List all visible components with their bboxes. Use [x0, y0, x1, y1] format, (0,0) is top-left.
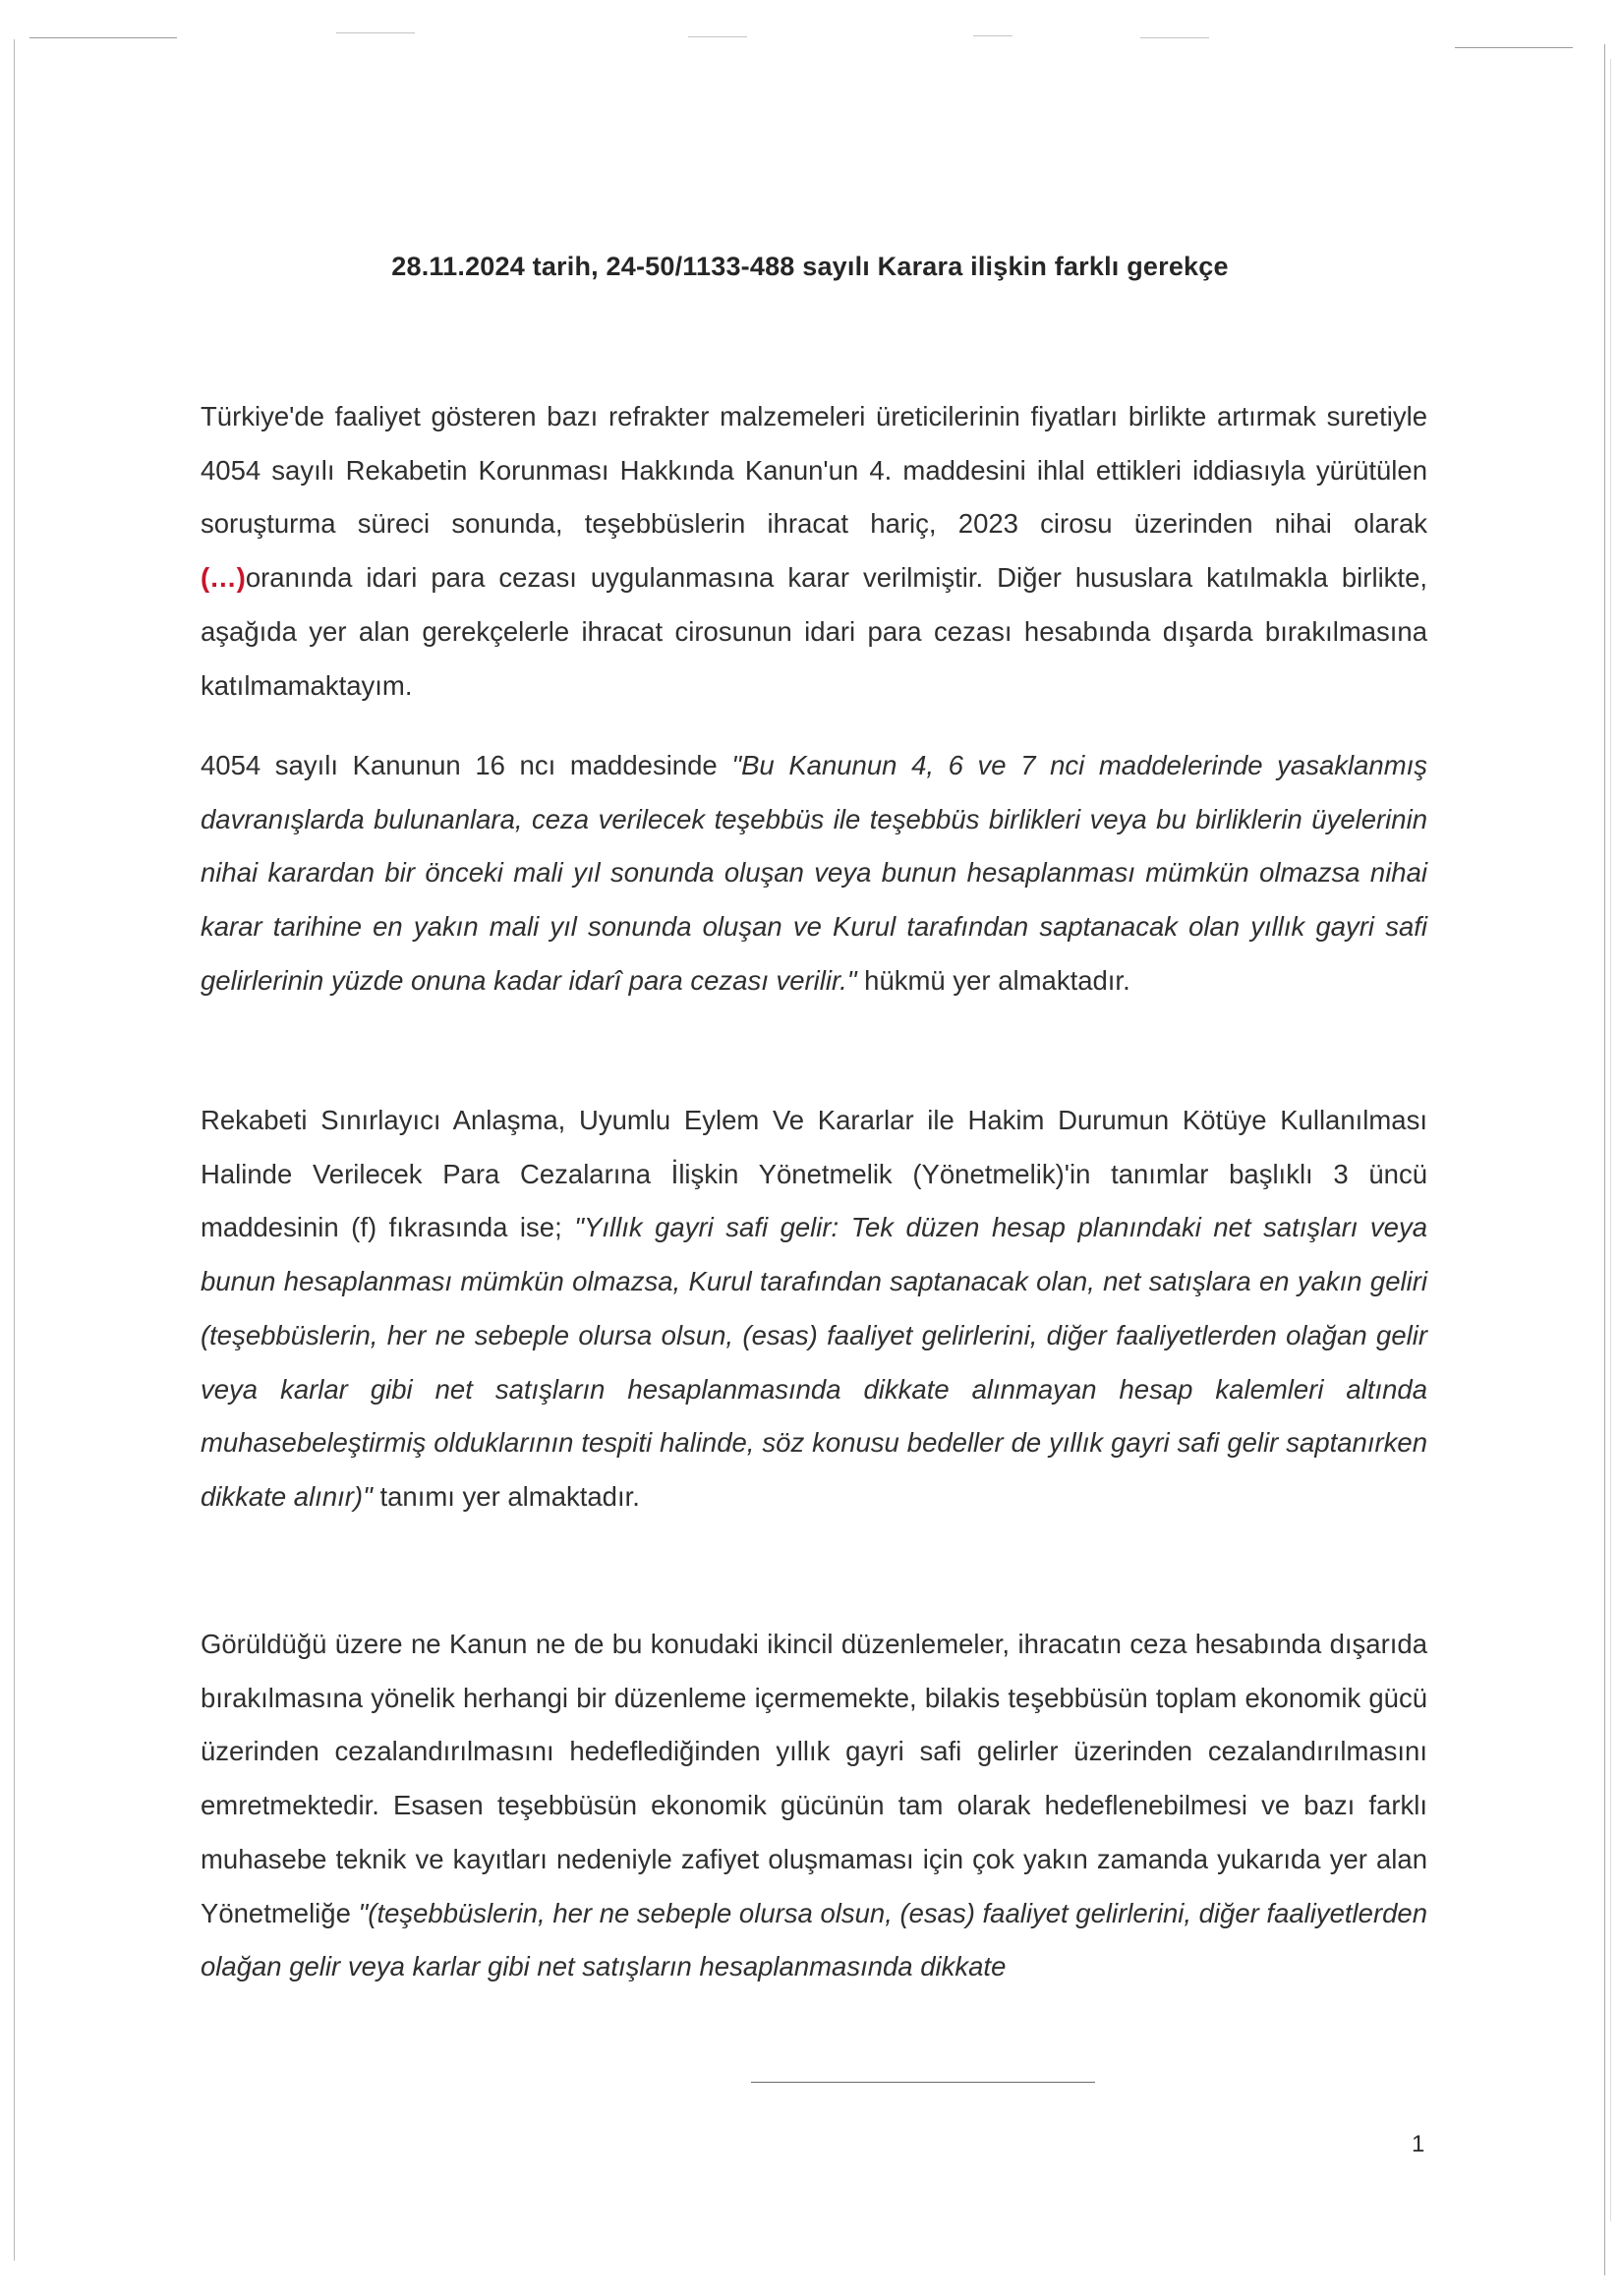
scan-border-top-fragment: [1140, 37, 1209, 38]
paragraph-regulation-definition: [201, 1094, 1427, 1524]
document-title: 28.11.2024 tarih, 24-50/1133-488 sayılı Karara ilişkin farklı gerekçe: [391, 252, 1229, 281]
scan-border-top-fragment: [688, 36, 747, 37]
law-quote: "Bu Kanunun 4, 6 ve 7 nci maddelerinde yasaklanmış davranışlarda bulunanlara, ceza verilecek teşebbüs ile teşebbüs birlikleri veya bu birliklerin üyelerinin nihai karardan bir önceki mali yıl sonunda oluşan veya bunun hesaplanması mümkün olmazsa nihai karar tarihine en yakın mali yıl sonunda oluşan ve Kurul tarafından saptanacak olan yıllık gayri safi gelirlerinin yüzde onuna kadar idarî para cezası verilir.": [201, 750, 1427, 996]
regulation-quote: "Yıllık gayri safi gelir: Tek düzen hesap planındaki net satışları veya bunun hesaplanması mümkün olmazsa, Kurul tarafından saptanacak olan, net satışlara en yakın geliri (teşebbüslerin, her ne sebeple olursa olsun, (esas) faaliyet gelirlerini, diğer faaliyetlerden olağan gelir veya karlar gibi net satışların hesaplanmasında dikkate alınmayan hesap kalemleri altında muhasebeleştirmiş olduklarının tespiti halinde, söz konusu bedeller de yıllık gayri safi gelir saptanırken dikkate alınır)": [201, 1212, 1427, 1512]
scan-border-top-right: [1455, 47, 1573, 48]
paragraph-text: 4054 sayılı Kanunun 16 ncı maddesinde: [201, 750, 732, 780]
paragraph-text: Rekabeti Sınırlayıcı Anlaşma, Uyumlu Eylem Ve Kararlar ile Hakim Durumun Kötüye Kullanılması Halinde Verilecek Para Cezalarına İlişkin Yönetmelik (Yönetmelik)'in tanımlar başlıklı 3 üncü maddesinin (f) fıkrasında ise;: [201, 1105, 1427, 1243]
paragraph-text: Görüldüğü üzere ne Kanun ne de bu konudaki ikincil düzenlemeler, ihracatın ceza hesabında dışarıda bırakılmasına yönelik herhangi bir düzenleme içermemekte, bilakis teşebbüsün toplam ekonomik gücü üzerinden cezalandırılmasını hedeflediğinden yıllık gayri safi gelirler üzerinden cezalandırılmasını emretmektedir. Esasen teşebbüsün ekonomik gücünün tam olarak hedeflenebilmesi ve bazı farklı muhasebe teknik ve kayıtları nedeniyle zafiyet oluşmaması için çok yakın zamanda yukarıda yer alan Yönetmeliğe: [201, 1629, 1427, 1928]
footer-divider: [751, 2082, 1095, 2083]
scan-border-left: [14, 39, 15, 2261]
scan-border-right-shadow: [1610, 59, 1611, 2221]
paragraph-conclusion: [201, 1618, 1427, 1994]
scan-border-right: [1604, 44, 1605, 2275]
redaction-mark: (…): [201, 562, 246, 594]
regulation-amendment-quote: "(teşebbüslerin, her ne sebeple olursa olsun, (esas) faaliyet gelirlerini, diğer faaliyetlerden olağan gelir veya karlar gibi net satışların hesaplanmasında dikkate: [201, 1897, 1428, 1982]
paragraph-text: hükmü yer almaktadır.: [856, 964, 1130, 996]
paragraph-text: Türkiye'de faaliyet gösteren bazı refrakter malzemeleri üreticilerinin fiyatları birlikte artırmak suretiyle 4054 sayılı Rekabetin Korunması Hakkında Kanun'un 4. maddesini ihlal ettikleri iddiasıyla yürütülen soruşturma süreci sonunda, teşebbüslerin ihracat hariç, 2023 cirosu üzerinden nihai olarak: [201, 401, 1427, 540]
paragraph-text: tanımı yer almaktadır.: [372, 1480, 640, 1512]
scan-border-top-fragment: [336, 32, 415, 33]
paragraph-law-article-16: [201, 739, 1427, 1008]
page-number: 1: [1412, 2131, 1425, 2157]
paragraph-text: oranında idari para cezası uygulanmasına karar verilmiştir. Diğer hususlara katılmakla birlikte, aşağıda yer alan gerekçelerle ihracat cirosunun idari para cezası hesabında dışarda bırakılmasına katılmamaktayım.: [201, 562, 1427, 701]
paragraph-decision-summary: [201, 390, 1427, 713]
scan-border-top-fragment: [973, 35, 1012, 36]
scan-border-top-left: [29, 37, 177, 38]
